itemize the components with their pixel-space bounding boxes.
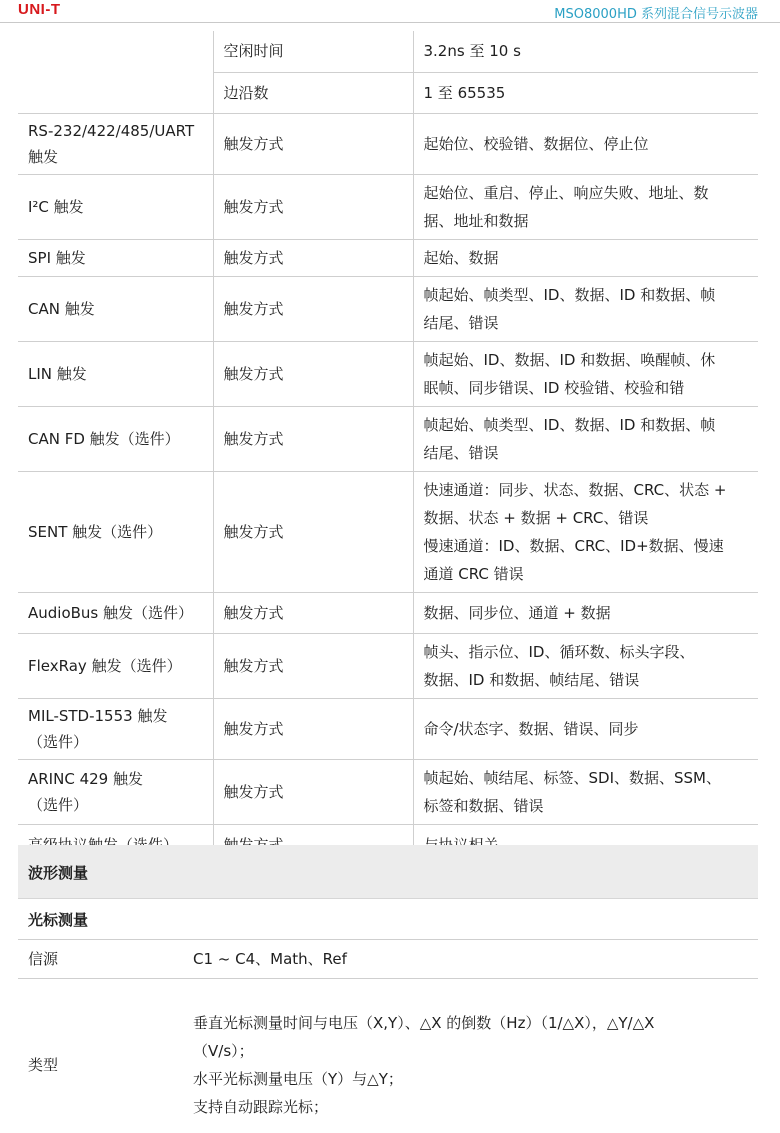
trigger-name-cell: MIL-STD-1553 触发 （选件）: [18, 698, 213, 759]
trigger-item-cell: 触发方式: [213, 406, 413, 471]
value-line: 起始、数据: [423, 248, 499, 267]
trigger-item-cell: 触发方式: [213, 239, 413, 276]
value-line: 帧起始、帧类型、ID、数据、ID 和数据、帧: [423, 285, 716, 304]
trigger-name-cell: SPI 触发: [18, 239, 213, 276]
trigger-item-cell: 触发方式: [213, 471, 413, 592]
trigger-value-cell: [413, 72, 758, 113]
value-line: 1 至 65535: [423, 83, 506, 102]
trigger-item-cell: 触发方式: [213, 174, 413, 239]
table-row: [18, 113, 758, 174]
value-line: 数据、同步位、通道 + 数据: [423, 603, 611, 622]
trigger-name-cell: ARINC 429 触发 （选件）: [18, 759, 213, 824]
value-line: 结尾、错误: [423, 313, 499, 332]
trigger-value-cell: [413, 592, 758, 633]
table-row: [18, 276, 758, 341]
value-line: 起始位、重启、停止、响应失败、地址、数: [423, 183, 709, 202]
trigger-item-cell: 空闲时间: [213, 31, 413, 72]
trigger-item-cell: 边沿数: [213, 72, 413, 113]
trigger-value-cell: [413, 406, 758, 471]
trigger-value-cell: [413, 759, 758, 824]
value-line: 水平光标测量电压（Y）与△Y；: [193, 1069, 403, 1088]
measure-value-cell: [183, 940, 758, 978]
table-row: [18, 633, 758, 698]
trigger-name-cell: CAN 触发: [18, 276, 213, 341]
value-line: 数据、ID 和数据、帧结尾、错误: [423, 670, 640, 689]
value-line: 慢速通道：ID、数据、CRC、ID+数据、慢速: [423, 536, 724, 555]
brand-logo: UNI-T: [18, 1, 61, 18]
table-row: [18, 940, 758, 978]
value-line: 眠帧、同步错误、ID 校验错、校验和错: [423, 378, 685, 397]
table-row: [18, 341, 758, 406]
table-row: [18, 698, 758, 759]
table-row: [18, 592, 758, 633]
trigger-item-cell: 触发方式: [213, 633, 413, 698]
table-row: [18, 239, 758, 276]
value-line: 数据、状态 + 数据 + CRC、错误: [423, 508, 649, 527]
table-row: [18, 471, 758, 592]
trigger-name-cell: CAN FD 触发（选件）: [18, 406, 213, 471]
trigger-item-cell: 触发方式: [213, 113, 413, 174]
trigger-value-cell: [413, 633, 758, 698]
trigger-value-cell: [413, 698, 758, 759]
value-line: （V/s）；: [193, 1041, 254, 1060]
value-line: 3.2ns 至 10 s: [423, 42, 521, 61]
trigger-name-cell: SENT 触发（选件）: [18, 471, 213, 592]
value-line: 帧起始、帧类型、ID、数据、ID 和数据、帧: [423, 415, 716, 434]
value-line: 垂直光标测量时间与电压（X,Y）、△X 的倒数（Hz）（1/△X），△Y/△X: [193, 1013, 655, 1032]
value-line: 快速通道：同步、状态、数据、CRC、状态 +: [423, 480, 727, 499]
trigger-name-cell: RS-232/422/485/UART 触发: [18, 113, 213, 174]
table-row: [18, 978, 758, 1133]
trigger-name-cell: LIN 触发: [18, 341, 213, 406]
value-line: 通道 CRC 错误: [423, 564, 524, 583]
trigger-value-cell: [413, 174, 758, 239]
trigger-value-cell: [413, 239, 758, 276]
value-line: 帧头、指示位、ID、循环数、标头字段、: [423, 642, 695, 661]
trigger-name-cell: AudioBus 触发（选件）: [18, 592, 213, 633]
header-divider: [0, 22, 780, 23]
value-line: C1 ~ C4、Math、Ref: [193, 949, 347, 968]
value-line: 标签和数据、错误: [423, 796, 544, 815]
trigger-value-cell: [413, 113, 758, 174]
trigger-item-cell: 触发方式: [213, 698, 413, 759]
table-row: [18, 31, 758, 72]
trigger-name-cell: FlexRay 触发（选件）: [18, 633, 213, 698]
value-line: 结尾、错误: [423, 443, 499, 462]
subsection-header-cursor-measurement: [18, 899, 758, 940]
measure-key-cell: 信源: [18, 940, 183, 978]
section-title: 波形测量: [28, 864, 89, 882]
cursor-measurement-table: [18, 940, 758, 1133]
trigger-spec-table: [18, 31, 758, 866]
table-row: [18, 174, 758, 239]
document-title: MSO8000HD 系列混合信号示波器: [554, 7, 758, 22]
value-line: 帧起始、ID、数据、ID 和数据、唤醒帧、休: [423, 350, 716, 369]
value-line: 命令/状态字、数据、错误、同步: [423, 719, 639, 738]
trigger-name-cell: [18, 31, 213, 72]
measure-key-cell: 类型: [18, 978, 183, 1133]
trigger-item-cell: 触发方式: [213, 341, 413, 406]
section-header-waveform-measurement: [18, 845, 758, 899]
value-line: 支持自动跟踪光标；: [193, 1097, 329, 1116]
trigger-name-cell: [18, 72, 213, 113]
measure-value-cell: [183, 978, 758, 1133]
trigger-value-cell: [413, 31, 758, 72]
value-line: 起始位、校验错、数据位、停止位: [423, 134, 649, 153]
table-row: [18, 759, 758, 824]
trigger-value-cell: [413, 341, 758, 406]
trigger-item-cell: 触发方式: [213, 592, 413, 633]
table-row: [18, 72, 758, 113]
table-row: [18, 406, 758, 471]
page-header: [0, 0, 780, 26]
value-line: 据、地址和数据: [423, 211, 529, 230]
trigger-name-cell: I²C 触发: [18, 174, 213, 239]
value-line: 帧起始、帧结尾、标签、SDI、数据、SSM、: [423, 768, 721, 787]
subsection-title: 光标测量: [28, 911, 89, 929]
trigger-item-cell: 触发方式: [213, 759, 413, 824]
trigger-value-cell: [413, 276, 758, 341]
trigger-value-cell: [413, 471, 758, 592]
trigger-item-cell: 触发方式: [213, 276, 413, 341]
